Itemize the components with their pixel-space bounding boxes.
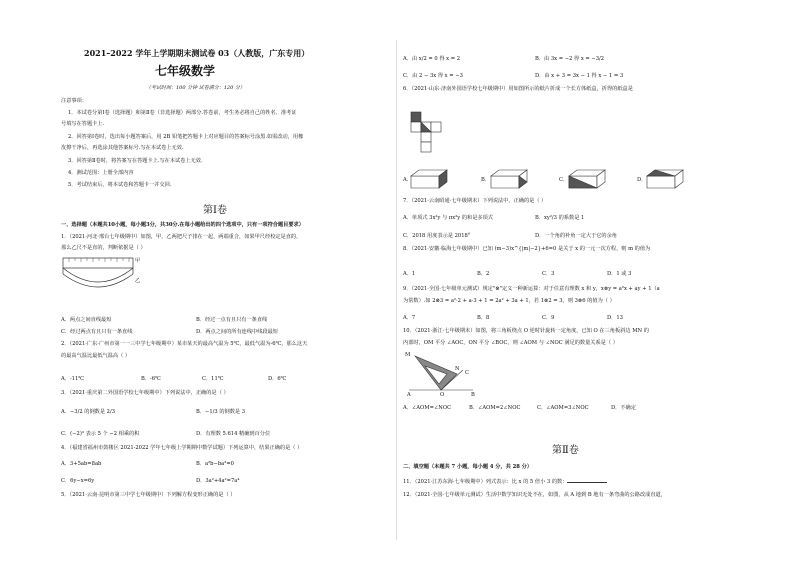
box-option-d-figure [645, 168, 687, 190]
exam-subject: 七年级数学 [155, 64, 216, 78]
note-line: 号填写在答题卡上. [61, 121, 105, 127]
q10-option-a: A．∠AOM=∠NOC [403, 405, 452, 411]
q2-option-d: D．6℃ [268, 376, 287, 382]
q4-stem: 4．（福建省福州市鼓楼区 2021-2022 学年七年级上学期期中数学试题）下列运算中，结果正确的是（ ） [61, 445, 303, 451]
q7-option-c: C．2018 用度表示是 2018° [403, 233, 471, 239]
q1-option-b: B．经过一点有且只有一条直线 [196, 317, 268, 323]
q6-option-d: D． [637, 177, 647, 183]
q5-option-d: D．由 x + 3 = 3x − 1 得 x − 1 = 3 [535, 73, 624, 79]
q1-stem: 那么乙尺不是直的，判断依据是（ ） [61, 245, 146, 251]
q10-option-c: C．∠AOM=3∠NOC [537, 405, 589, 411]
part2-heading: 第Ⅱ卷 [552, 445, 579, 456]
q6-stem: 6．（2021·山东·济南外国语学校七年级期中）用如图所示的纸片折成一个长方体纸盒，折得的纸盒是 [403, 86, 633, 92]
box-net-figure [409, 110, 449, 160]
q9-stem: 9．（2021·全国·七年级单元测试）规定"⊗"定义一种新运算：对于任意有理数 x 和 y，x⊗y = a²x + ay + 1（a [403, 286, 660, 292]
q4-option-d: D．3a²+4a²=7a⁴ [196, 478, 240, 484]
q3-stem: 3．（2021·重庆第二外国语学校七年级期中）下列说法中，正确的是（ ） [61, 390, 229, 396]
q9-option-d: D．13 [607, 315, 623, 321]
q2-option-b: B．-6℃ [141, 376, 161, 382]
note-line: 5．考试结束后，将本试卷和答题卡一并交回. [68, 182, 172, 188]
q8-stem: 8．（2021·安徽·临海七年级期中）已知 (m−3)x^{|m|−2}+6=0 是关于 x 的一元一次方程，则 m 的值为 [403, 246, 651, 252]
figure-label-m: M [405, 352, 411, 358]
q9-stem: 为常数）.如 2⊗3 = a²·2 + a·3 + 1 = 2a² + 3a + 1，若 1⊗2 = 3，则 3⊗6 的值为（ ） [403, 298, 615, 304]
box-option-a-figure [409, 168, 451, 190]
q4-option-c: C．6y−x=6y [61, 478, 95, 484]
figure-label-b: B [471, 392, 475, 398]
q9-option-c: C．9 [542, 315, 555, 321]
q4-option-b: B．a²b−ba²=0 [196, 461, 234, 467]
q2-stem: 2．（2021·广东·广州市第一一三中学七年级期中）某市某天的最高气温为 5℃，最低气温为-6℃，那么这天 [61, 341, 308, 347]
part1-heading: 第Ⅰ卷 [203, 205, 227, 216]
q4-option-a: A．3+5ab=8ab [61, 461, 102, 467]
q6-option-a: A． [403, 177, 412, 183]
q2-option-c: C．11℃ [202, 376, 224, 382]
q3-option-c: C．(−2)³ 表示 5 个 −2 相乘的积 [61, 431, 140, 437]
right-page [397, 0, 794, 562]
note-line: 2．回答第Ⅰ卷时，选出每小题答案后，用 2B 铅笔把答题卡上对应题目的答案标号涂黑.如需改动，用橡 [68, 134, 304, 140]
q9-option-b: B．8 [477, 315, 490, 321]
figure-label-a: A [407, 392, 411, 398]
q5-option-b: B．由 3x = −2 得 x = −3/2 [535, 56, 605, 62]
q10-stem: 10．（2021·浙江·七年级期末）如图，将三角板绕点 O 逆时针旋转一定角度，已知 O 在三角板斜边 MN 的 [403, 328, 649, 334]
q7-option-d: D．一个角的补角一定大于它的余角 [535, 233, 617, 239]
q8-option-d: D．1 或 3 [607, 271, 632, 277]
q11-text: 11．（2021·江苏东海·七年级期中）列式表示：比 x 的 5 倍小 3 的数： [403, 479, 568, 485]
part1-instruction: 一、选择题（本题共10小题，每小题3分，共30分.在每小题给出的四个选项中，只有一项符合题目要求） [61, 222, 304, 228]
note-line: 1．本试卷分第Ⅰ卷（选择题）和第Ⅱ卷（非选择题）两部分.答卷前，考生务必将自己的姓名、准考证 [68, 110, 297, 116]
q11-answer-blank [567, 478, 607, 483]
exam-title: 2021–2022 学年上学期期末测试卷 03（人教版，广东专用） [84, 48, 310, 58]
part2-instruction: 二、填空题（本题共 7 小题，每小题 4 分，共 28 分） [403, 464, 533, 470]
q1-stem: 1．（2021·河北·邢台七年级期中）如图，甲，乙两把尺子排在一起，两端重合，如果甲尺经校定是直的， [61, 234, 302, 240]
box-option-c-figure [567, 168, 609, 190]
q7-stem: 7．（2021·云南昭通·七年级期末）下列说法中，正确的是（ ） [403, 198, 547, 204]
q6-option-b: B． [481, 177, 490, 183]
box-option-b-figure [489, 168, 531, 190]
note-line: 4．测试范围：上册全部内容 [68, 170, 134, 176]
q3-option-a: A．−3/2 的倒数是 2/3 [61, 409, 116, 415]
q5-option-a: A．由 x/2 = 0 得 x = 2 [403, 56, 461, 62]
q1-option-a: A．两点之间直线最短 [61, 317, 112, 323]
ruler-figure [61, 256, 141, 296]
q3-option-d: D．有理数 5.614 精确到百分位 [196, 431, 271, 437]
q10-stem: 内部时，OM 平分 ∠AOC，ON 平分 ∠BOC，则 ∠AOM 与 ∠NOC 满足的数量关系是（ ） [403, 340, 618, 346]
q2-stem: 的最高气温比最低气温高（ ） [61, 353, 131, 359]
q1-option-c: C．经过两点有且只有一条直线 [61, 329, 133, 335]
q5-option-c: C．由 2 − 3x 得 x = −3 [403, 73, 463, 79]
q1-option-d: D．两点之间的所有连线中线段最短 [196, 329, 278, 335]
q11-stem [403, 478, 607, 486]
q7-option-b: B．xy²/3 的系数是 1 [535, 215, 585, 221]
q10-option-d: D．不确定 [611, 405, 636, 411]
q8-option-a: A．1 [403, 271, 416, 277]
q2-option-a: A．-11℃ [61, 376, 85, 382]
q8-option-b: B．2 [477, 271, 490, 277]
ruler-b-label: 乙 [135, 278, 141, 284]
q8-option-c: C．3 [542, 271, 555, 277]
notes-heading: 注意事项： [61, 98, 87, 104]
ruler-a-label: 甲 [135, 258, 141, 264]
q6-option-c: C． [559, 177, 569, 183]
note-line: 3．回答第Ⅱ卷时，将答案写在答题卡上.写在本试卷上无效. [68, 158, 203, 164]
q7-option-a: A．单项式 3x²y 与 πx²y 的和是多项式 [403, 215, 493, 221]
q12-stem: 12．（2021·全国·七年级单元测试）生活中数学知识无处不在，如图，从 A 地到 B 地有一条弯曲的公路改成直道， [403, 492, 666, 498]
figure-label-c: C [465, 370, 469, 376]
note-line: 皮擦干净后，再选涂其他答案标号.写在本试卷上无效. [61, 145, 184, 151]
figure-label-n: N [455, 366, 460, 372]
figure-label-o: O [440, 392, 445, 398]
q3-option-b: B．−1/3 的倒数是 3 [196, 409, 246, 415]
q9-option-a: A．7 [403, 315, 416, 321]
q5-stem: 5．（2021·云南·昆明市第三中学七年级期中）下列解方程变形正确的是（ ） [61, 492, 236, 498]
q10-option-b: B．∠AOM=2∠NOC [469, 405, 521, 411]
exam-meta: （考试时间：100 分钟 试卷满分：120 分） [146, 85, 245, 91]
